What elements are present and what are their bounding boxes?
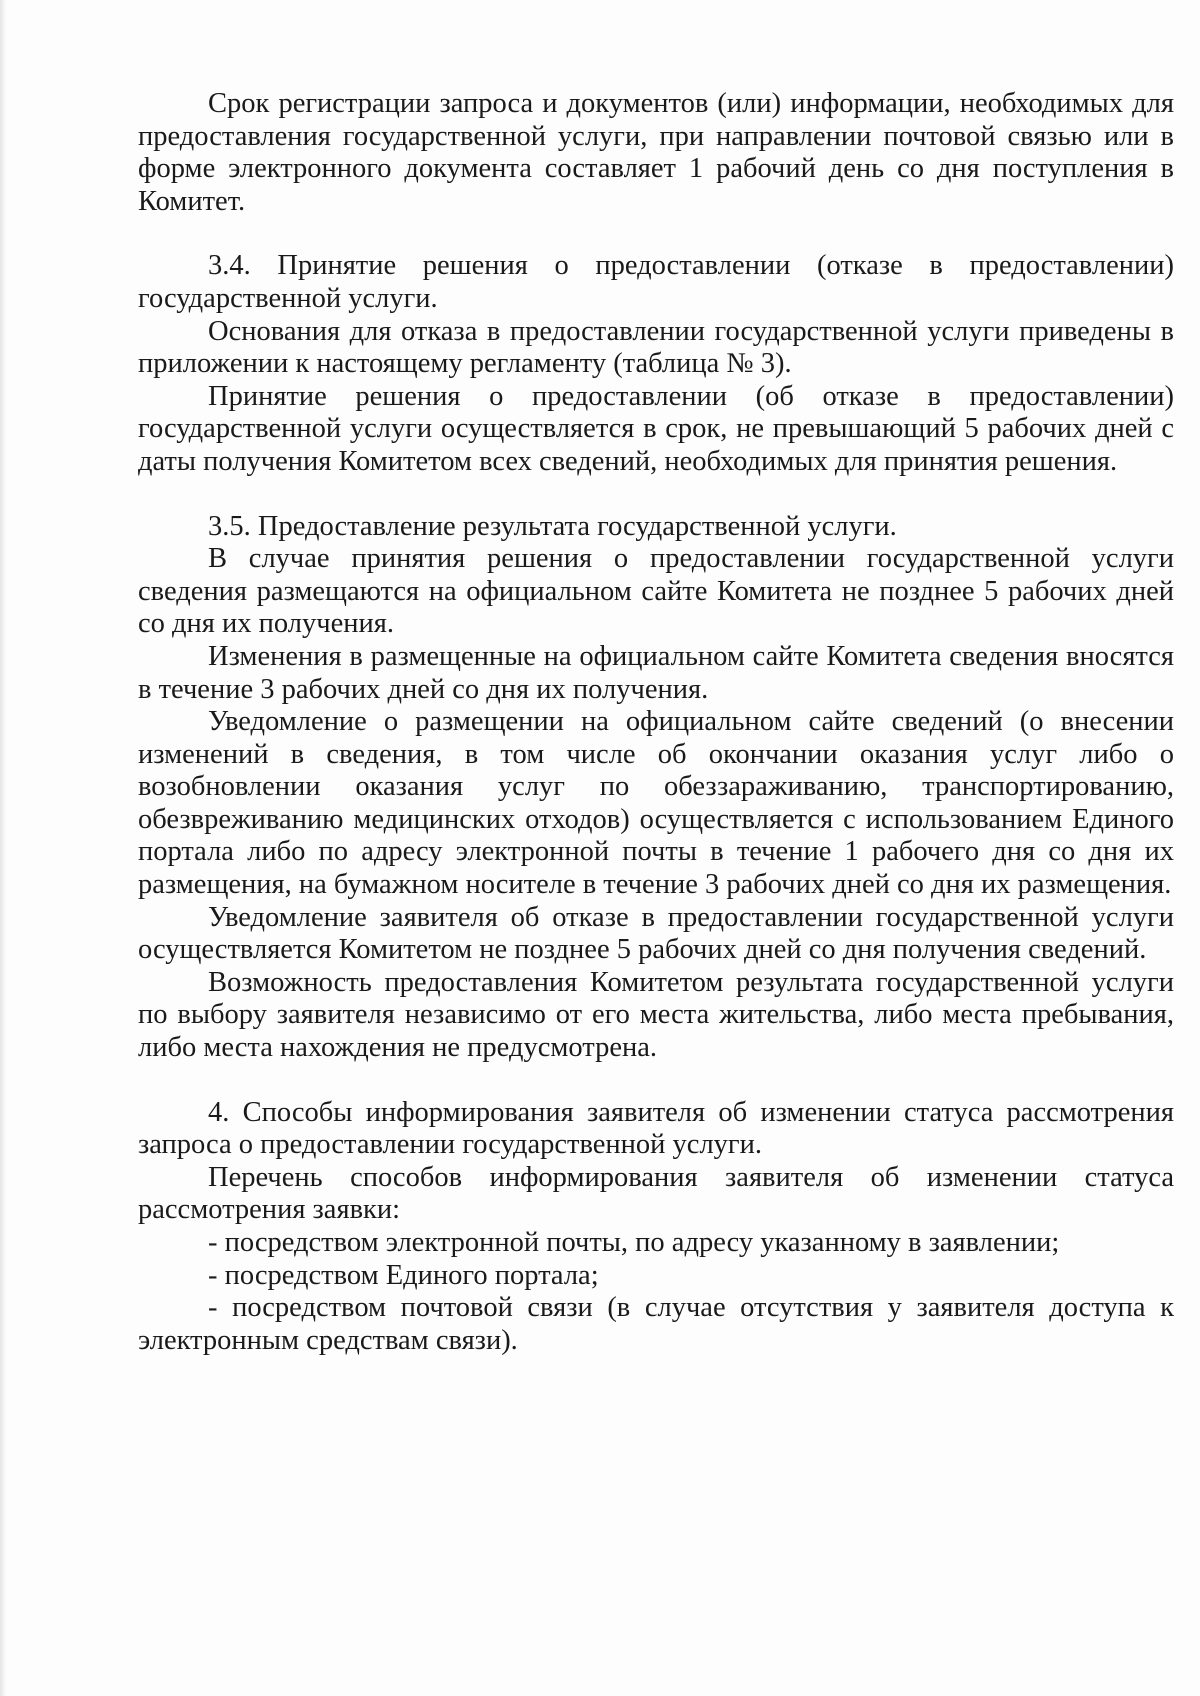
paragraph-registration-term: Срок регистрации запроса и документов (или) информации, необходимых для предоставления государственной услуги, при направлении почтовой связью или в форме электронного документа составляет 1 рабочий день со дня поступления в Комитет. — [138, 88, 1174, 217]
section-4-heading: 4. Способы информирования заявителя об изменении статуса рассмотрения запроса о предоставлении государственной услуги. — [138, 1096, 1174, 1161]
paragraph-changes-term: Изменения в размещенные на официальном сайте Комитета сведения вносятся в течение 3 рабочих дней со дня их получения. — [138, 640, 1174, 705]
list-item-postal: - посредством почтовой связи (в случае отсутствия у заявителя доступа к электронным средствам связи). — [138, 1292, 1174, 1356]
section-gap — [138, 479, 1174, 511]
paragraph-notification: Уведомление о размещении на официальном сайте сведений (о внесении изменений в сведения, в том числе об окончании оказания услуг либо о возобновлении оказания услуг по обеззараживанию, транспортированию, обезвреживанию медицинских отходов) осуществляется с использованием Единого портала либо по адресу электронной почты в течение 1 рабочего дня со дня их размещения, на бумажном носителе в течение 3 рабочих дней со дня их размещения. — [138, 706, 1174, 901]
paragraph-extraterritorial: Возможность предоставления Комитетом результата государственной услуги по выбору заявителя независимо от его места жительства, либо места пребывания, либо места нахождения не предусмотрена. — [138, 966, 1174, 1064]
section-3-5-heading: 3.5. Предоставление результата государственной услуги. — [208, 510, 897, 542]
paragraph-refusal-notification: Уведомление заявителя об отказе в предоставлении государственной услуги осуществляется Комитетом не позднее 5 рабочих дней со дня получения сведений. — [138, 901, 1174, 966]
scan-edge-shadow — [0, 0, 6, 1696]
section-gap — [138, 1065, 1174, 1097]
section-3-4-heading: 3.4. Принятие решения о предоставлении (отказе в предоставлении) государственной услуги. — [138, 250, 1174, 314]
paragraph-decision-term: Принятие решения о предоставлении (об отказе в предоставлении) государственной услуги осуществляется в срок, не превышающий 5 рабочих дней с даты получения Комитетом всех сведений, необходимых для принятия решения. — [138, 380, 1174, 477]
section-gap — [138, 218, 1174, 250]
paragraph-methods-list-intro: Перечень способов информирования заявителя об изменении статуса рассмотрения заявки: — [138, 1161, 1174, 1226]
list-item-portal: - посредством Единого портала; — [208, 1259, 599, 1291]
paragraph-publication-term: В случае принятия решения о предоставлении государственной услуги сведения размещаются на официальном сайте Комитета не позднее 5 рабочих дней со дня их получения. — [138, 543, 1174, 640]
document-body — [138, 88, 1174, 1357]
paragraph-refusal-grounds: Основания для отказа в предоставлении государственной услуги приведены в приложении к настоящему регламенту (таблица № 3). — [138, 315, 1174, 380]
list-item-email: - посредством электронной почты, по адресу указанному в заявлении; — [208, 1227, 1060, 1258]
